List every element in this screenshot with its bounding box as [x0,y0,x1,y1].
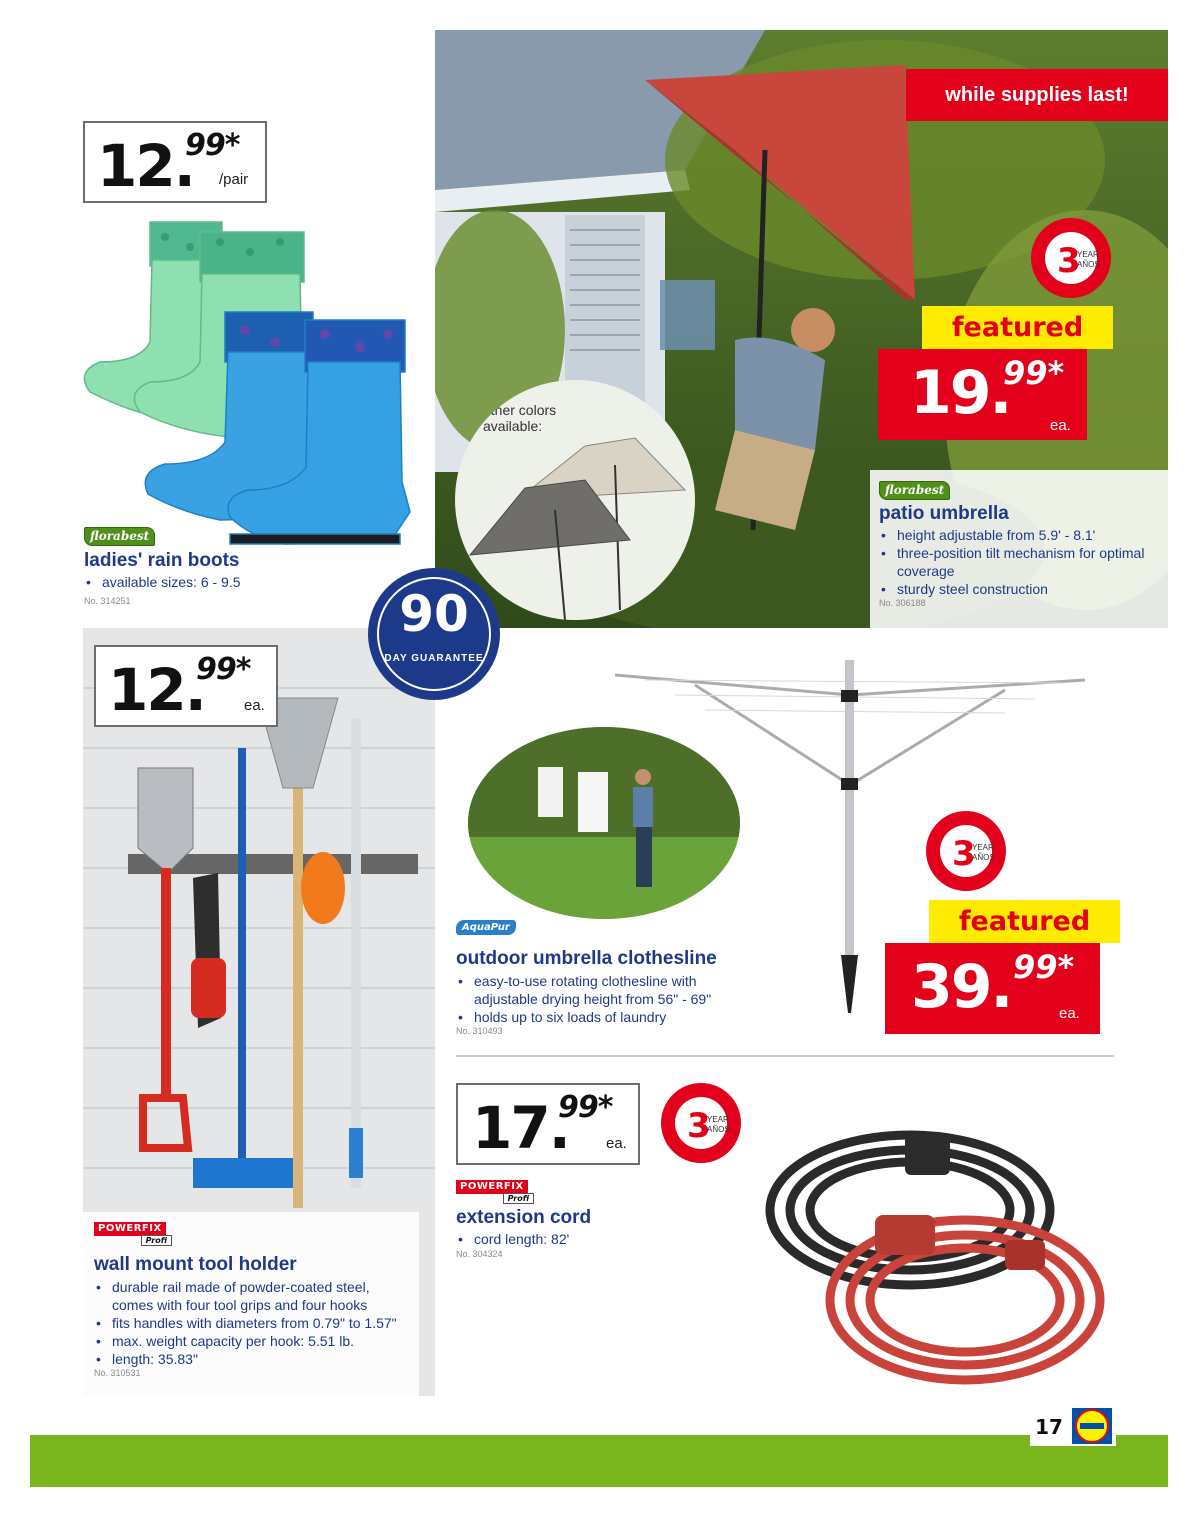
feature-item: • max. weight capacity per hook: 5.51 lb. [94,1332,414,1350]
product-title: ladies' rain boots [84,550,240,571]
section-divider [456,1055,1114,1057]
feature-item: • holds up to six loads of laundry [456,1008,746,1026]
svg-text:3: 3 [952,834,976,874]
product-features [84,573,404,591]
svg-text:3: 3 [1057,241,1081,281]
lidl-logo [1068,1406,1116,1446]
price-main: 17. [472,1094,569,1162]
feature-item: • easy-to-use rotating clothesline with adjustable drying height from 56" - 69" [456,972,746,1008]
tool-holder-price [94,645,278,727]
feature-item: • three-position tilt mechanism for optimal coverage [879,544,1159,580]
patio-umbrella-price [878,349,1087,440]
price-cents: 99* [196,652,251,687]
extension-cord-image [755,1115,1115,1405]
rain-boots-image [70,212,420,552]
feature-item: • height adjustable from 5.9' - 8.1' [879,526,1159,544]
product-title: wall mount tool holder [94,1254,297,1275]
brand-powerfix-label: POWERFIX [94,1222,166,1236]
other-colors-label: other colors available: [483,402,557,434]
price-unit: ea. [606,1135,627,1152]
svg-text:YEAR: YEAR [972,843,994,852]
item-number: No. 310493 [456,1026,503,1036]
guarantee-number: 90 [399,585,469,643]
product-features [94,1278,414,1368]
price-unit: /pair [219,171,249,188]
item-number: No. 310531 [94,1368,141,1378]
svg-text:AÑOS: AÑOS [1077,260,1100,269]
feature-item: • fits handles with diameters from 0.79" to 1.57" [94,1314,414,1332]
price-unit: ea. [244,697,265,714]
rain-boots-price [83,121,267,203]
price-cents: 99* [1003,354,1065,392]
svg-text:AÑOS: AÑOS [972,853,995,862]
price-main: 12. [97,132,194,200]
price-unit: ea. [1050,417,1071,434]
price-main: 12. [108,656,205,724]
item-number: No. 304324 [456,1249,503,1259]
brand-powerfix-label: POWERFIX [456,1180,528,1194]
svg-text:YEAR: YEAR [707,1115,729,1124]
svg-text:YEAR: YEAR [1077,250,1099,259]
featured-banner: featured [922,306,1113,349]
brand-logo-aquapur: AquaPur [456,920,516,935]
brand-logo-powerfix [94,1222,172,1246]
price-unit: ea. [1059,1005,1080,1022]
page-number: 17 [1030,1408,1068,1446]
warranty-seal [660,1082,742,1164]
price-cents: 99* [558,1090,613,1125]
clothesline-price [885,943,1100,1034]
product-title: patio umbrella [879,503,1009,524]
brand-profi-label: Profi [503,1193,534,1204]
item-number: No. 306188 [879,598,926,608]
feature-item: • durable rail made of powder-coated steel, comes with four tool grips and four hooks [94,1278,414,1314]
feature-item: • cord length: 82' [456,1230,706,1248]
brand-logo-florabest: florabest [879,481,950,500]
price-main: 19. [910,358,1011,428]
product-features [879,526,1159,598]
warranty-seal [925,810,1007,892]
footer-bar [30,1435,1168,1487]
product-title: extension cord [456,1207,592,1228]
extension-cord-price [456,1083,640,1165]
item-number: No. 314251 [84,596,131,606]
price-main: 39. [911,952,1012,1022]
svg-text:3: 3 [687,1106,711,1146]
while-supplies-last-banner: while supplies last! [906,69,1168,121]
featured-banner: featured [929,900,1120,943]
brand-logo-florabest: florabest [84,527,155,546]
product-features [456,972,746,1026]
price-cents: 99* [1013,948,1075,986]
guarantee-text: DAY GUARANTEE [384,653,484,664]
feature-item: • sturdy steel construction [879,580,1159,598]
svg-text:AÑOS: AÑOS [707,1125,730,1134]
brand-profi-label: Profi [141,1235,172,1246]
price-cents: 99* [185,128,240,163]
brand-logo-powerfix [456,1180,534,1204]
product-features [456,1230,706,1248]
feature-item: • available sizes: 6 - 9.5 [84,573,404,591]
feature-item: • length: 35.83" [94,1350,414,1368]
warranty-seal [1030,217,1112,299]
90-day-guarantee-seal [367,567,501,701]
product-title: outdoor umbrella clothesline [456,948,717,969]
